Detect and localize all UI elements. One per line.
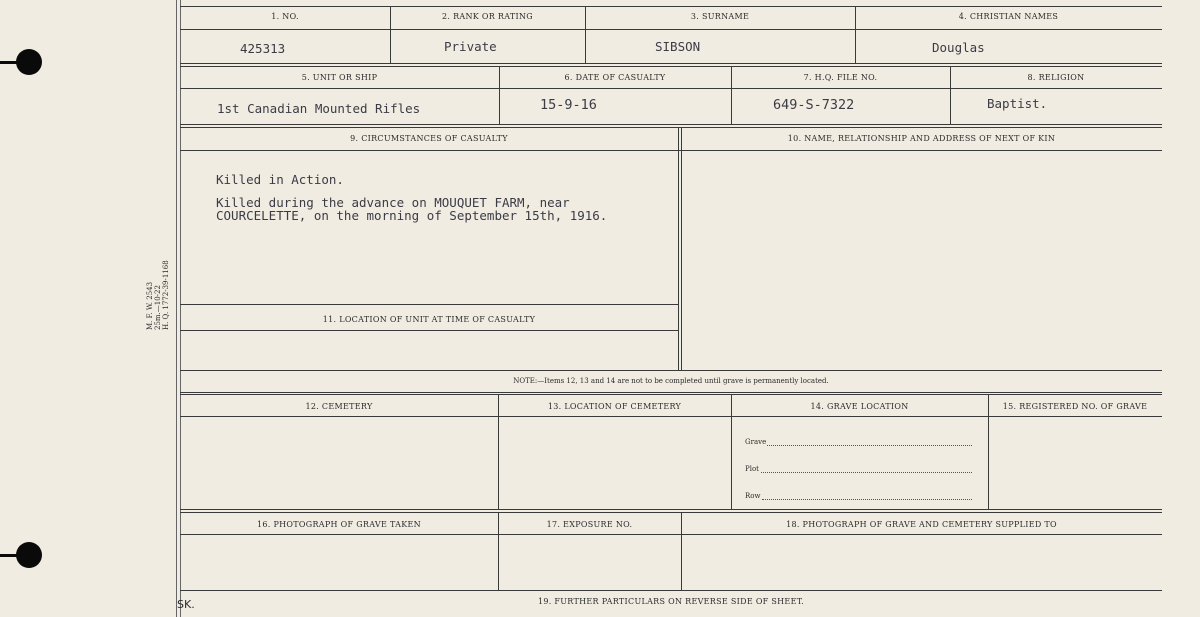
cemetery-label: 12. CEMETERY: [305, 402, 373, 411]
circumstances-line2: Killed during the advance on MOUQUET FARM, near: [216, 195, 570, 210]
file-no-value: 649-S-7322: [773, 97, 855, 113]
binder-hole-bottom-stub: [0, 554, 20, 557]
christian-names-value: Douglas: [932, 40, 985, 55]
exposure-no-label: 17. EXPOSURE NO.: [546, 520, 633, 529]
no-label: 1. NO.: [271, 12, 299, 21]
rank-label: 2. RANK OR RATING: [442, 12, 533, 21]
location-of-cemetery-label: 13. LOCATION OF CEMETERY: [547, 402, 682, 411]
corner-mark: SK.: [177, 598, 195, 611]
grave-dotted-line: [767, 445, 972, 446]
further-particulars-label: 19. FURTHER PARTICULARS ON REVERSE SIDE OF SHEET.: [537, 597, 805, 606]
service-number: 425313: [240, 41, 286, 56]
left-margin-line-1: [176, 0, 177, 617]
row-field-label: Row: [745, 492, 761, 500]
registered-no-label: 15. REGISTERED NO. OF GRAVE: [1002, 402, 1148, 411]
surname-value: SIBSON: [655, 39, 701, 54]
date-value: 15-9-16: [540, 97, 597, 113]
note: NOTE:—Items 12, 13 and 14 are not to be completed until grave is permanently located.: [513, 377, 829, 385]
row-dotted-line: [762, 499, 972, 500]
circumstances-line3: COURCELETTE, on the morning of September 15th, 1916.: [216, 208, 608, 223]
photograph-supplied-label: 18. PHOTOGRAPH OF GRAVE AND CEMETERY SUPPLIED TO: [786, 520, 1057, 529]
religion-label: 8. RELIGION: [1027, 73, 1085, 82]
next-of-kin-label: 10. NAME, RELATIONSHIP AND ADDRESS OF NEXT OF KIN: [787, 134, 1056, 143]
circumstances-line1: Killed in Action.: [216, 172, 344, 187]
rank-value: Private: [444, 39, 497, 54]
location-of-unit-label: 11. LOCATION OF UNIT AT TIME OF CASUALTY: [322, 315, 536, 324]
photograph-taken-label: 16. PHOTOGRAPH OF GRAVE TAKEN: [257, 520, 421, 529]
grave-field-label: Grave: [745, 438, 767, 446]
binder-hole-top-stub: [0, 61, 20, 64]
christian-names-label: 4. CHRISTIAN NAMES: [958, 12, 1059, 21]
circumstances-label: 9. CIRCUMSTANCES OF CASUALTY: [350, 134, 508, 143]
plot-field-label: Plot: [745, 465, 759, 473]
unit-label: 5. UNIT OR SHIP: [301, 73, 378, 82]
form-code: M. F. W. 2543 25m.—10-22 H. Q. 1772-39-1168: [146, 260, 170, 330]
plot-dotted-line: [761, 472, 972, 473]
religion-value: Baptist.: [987, 96, 1048, 111]
file-no-label: 7. H.Q. FILE NO.: [803, 73, 878, 82]
unit-value: 1st Canadian Mounted Rifles: [217, 101, 421, 116]
grave-location-label: 14. GRAVE LOCATION: [810, 402, 909, 411]
date-label: 6. DATE OF CASUALTY: [564, 73, 666, 82]
surname-label: 3. SURNAME: [690, 12, 750, 21]
